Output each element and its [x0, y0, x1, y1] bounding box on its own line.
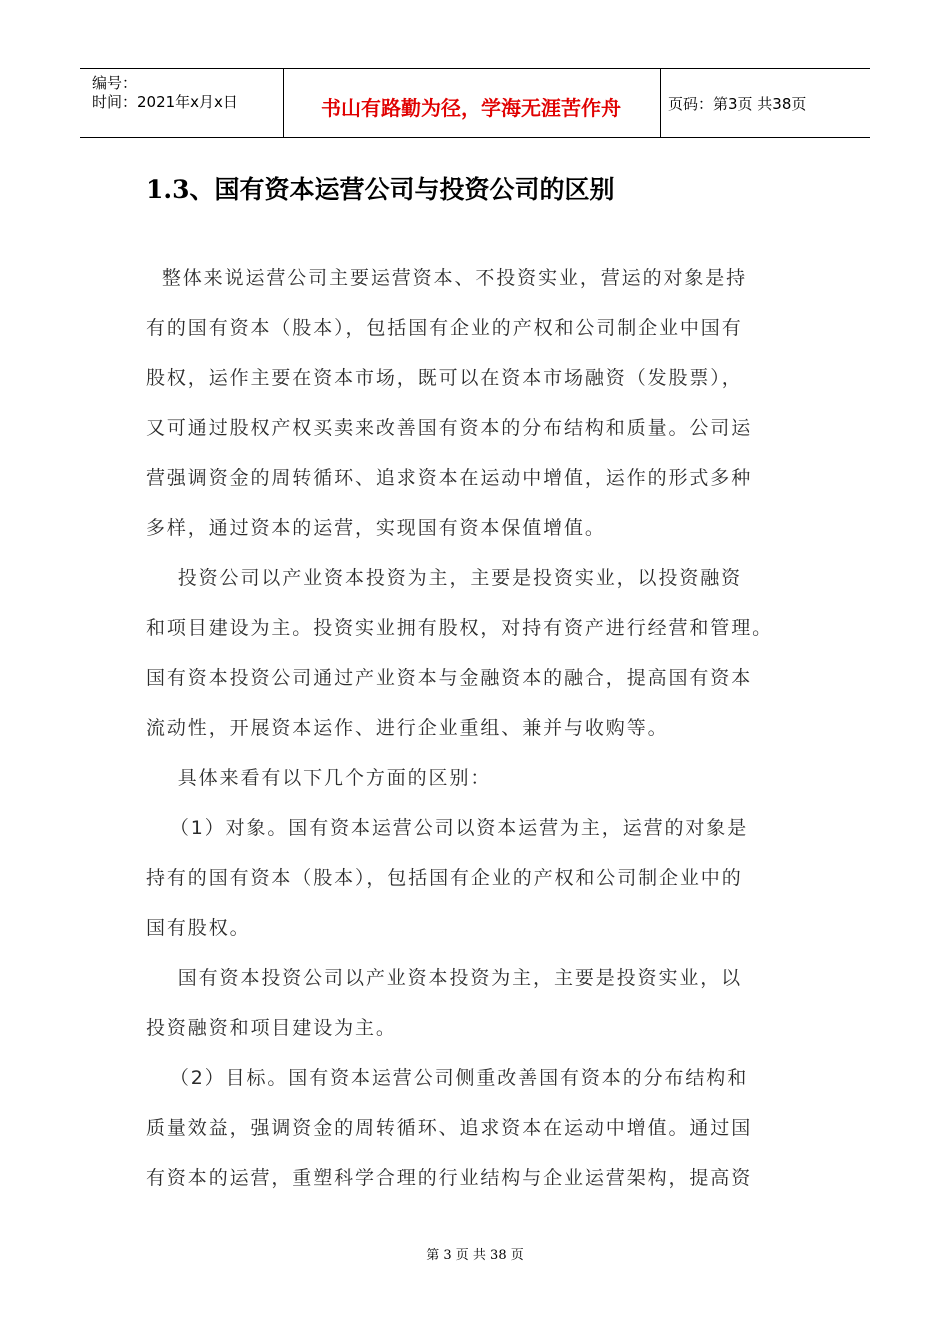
text-line: 有的国有资本（股本），包括国有企业的产权和公司制企业中国有: [146, 317, 743, 339]
text-line: 和项目建设为主。投资实业拥有股权，对持有资产进行经营和管理。: [146, 617, 774, 639]
text-line: 有资本的运营，重塑科学合理的行业结构与企业运营架构，提高资: [146, 1167, 753, 1189]
text-line: 投资公司以产业资本投资为主，主要是投资实业，以投资融资: [146, 567, 743, 589]
text-line: 质量效益，强调资金的周转循环、追求资本在运动中增值。通过国: [146, 1117, 753, 1139]
section-title: 1.3、国有资本运营公司与投资公司的区别: [146, 175, 615, 204]
text-line: （1）对象。国有资本运营公司以资本运营为主，运营的对象是: [146, 817, 749, 839]
text-line: （2）目标。国有资本运营公司侧重改善国有资本的分布结构和: [146, 1067, 749, 1089]
page-footer: 第 3 页 共 38 页: [426, 1248, 524, 1263]
text-line: 多样，通过资本的运营，实现国有资本保值增值。: [146, 517, 606, 539]
text-line: 又可通过股权产权买卖来改善国有资本的分布结构和质量。公司运: [146, 417, 753, 439]
text-line: 股权，运作主要在资本市场，既可以在资本市场融资（发股票），: [146, 367, 743, 389]
number-label: 编号：: [92, 74, 138, 92]
text-line: 整体来说运营公司主要运营资本、不投资实业，营运的对象是持: [146, 267, 748, 289]
header-divider: [660, 69, 661, 137]
text-line: 国有资本投资公司通过产业资本与金融资本的融合，提高国有资本: [146, 667, 753, 689]
text-line: 国有资本投资公司以产业资本投资为主，主要是投资实业，以: [146, 967, 743, 989]
text-line: 流动性，开展资本运作、进行企业重组、兼并与收购等。: [146, 717, 669, 739]
text-line: 具体来看有以下几个方面的区别：: [146, 767, 492, 789]
page-header: [80, 68, 870, 138]
time-label: 时间：2021年x月x日: [92, 93, 238, 111]
text-line: 营强调资金的周转循环、追求资本在运动中增值，运作的形式多种: [146, 467, 753, 489]
header-page-info: 页码：第3页 共38页: [668, 94, 807, 113]
text-line: 持有的国有资本（股本），包括国有企业的产权和公司制企业中的: [146, 867, 743, 889]
header-meta: [80, 69, 283, 137]
body-text: [146, 258, 826, 1208]
text-line: 投资融资和项目建设为主。: [146, 1017, 397, 1039]
header-motto: 书山有路勤为径，学海无涯苦作舟: [321, 95, 621, 120]
text-line: 国有股权。: [146, 917, 251, 939]
